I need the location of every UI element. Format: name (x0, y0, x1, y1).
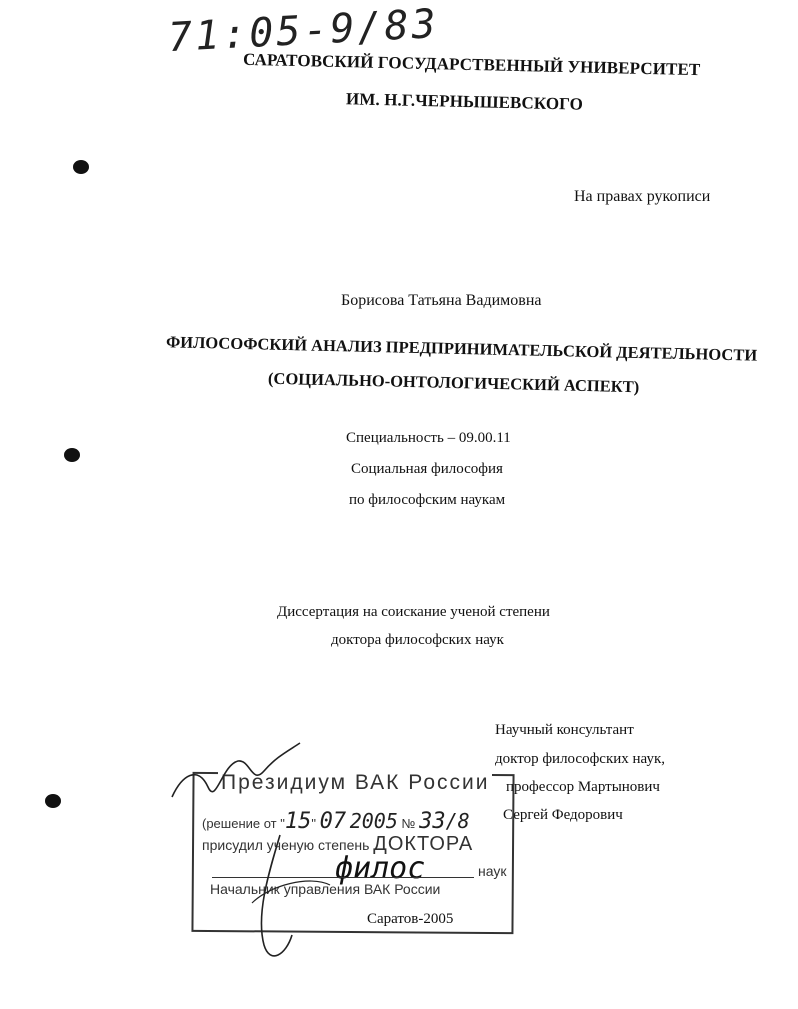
stamp-decision-day: 15 (284, 809, 312, 834)
stamp-decision-month: 07 (319, 809, 347, 834)
dissertation-subtitle: (СОЦИАЛЬНО-ОНТОЛОГИЧЕСКИЙ АСПЕКТ) (267, 368, 640, 397)
stamp-sciences: наук (478, 863, 507, 879)
stamp-header: Президиум ВАК России (218, 771, 492, 795)
stamp-awarded-text: присудил ученую степень (202, 837, 370, 853)
stamp-footer: Начальник управления ВАК России (210, 881, 441, 897)
specialty-code: Специальность – 09.00.11 (346, 430, 511, 446)
signature-stroke (261, 835, 292, 956)
punch-hole (73, 160, 89, 174)
stamp-decision: (решение от "15" 07 2005 № 33/8 (202, 809, 470, 834)
university-namesake: ИМ. Н.Г.ЧЕРНЫШЕВСКОГО (345, 89, 584, 114)
author-name: Борисова Татьяна Вадимовна (341, 292, 542, 309)
dissertation-degree: доктора философских наук (331, 632, 504, 648)
specialty-field: по философским наукам (349, 492, 506, 508)
rights-note: На правах рукописи (574, 188, 711, 205)
stamp-field: филос (335, 851, 426, 886)
consultant-label: Научный консультант (495, 722, 634, 738)
university-name: САРАТОВСКИЙ ГОСУДАРСТВЕННЫЙ УНИВЕРСИТЕТ (242, 49, 701, 80)
consultant-degree: доктор философских наук, (495, 751, 665, 767)
signature-stroke (172, 743, 300, 797)
archive-code: 71:05-9/83 (166, 0, 440, 62)
dissertation-purpose: Диссертация на соискание ученой степени (277, 604, 550, 620)
stamp-decision-prefix: (решение от " (202, 816, 285, 831)
stamp-decision-number: 33 (419, 809, 446, 834)
stamp-number-label: № (401, 816, 416, 831)
punch-hole (64, 448, 80, 462)
punch-hole (45, 794, 61, 808)
vak-stamp (190, 765, 520, 935)
consultant-name: Сергей Федорович (503, 807, 623, 823)
stamp-decision-year: 2005 (349, 809, 398, 833)
city-year: Саратов-2005 (367, 911, 454, 927)
specialty-name: Социальная философия (351, 461, 503, 477)
signature-mark (160, 735, 490, 925)
stamp-degree: ДОКТОРА (373, 833, 474, 855)
dissertation-title: ФИЛОСОФСКИЙ АНАЛИЗ ПРЕДПРИНИМАТЕЛЬСКОЙ ДЕЯТЕЛЬНОСТИ (165, 332, 758, 365)
stamp-decision-suffix: /8 (445, 809, 470, 833)
consultant-title: профессор Мартынович (506, 779, 660, 795)
